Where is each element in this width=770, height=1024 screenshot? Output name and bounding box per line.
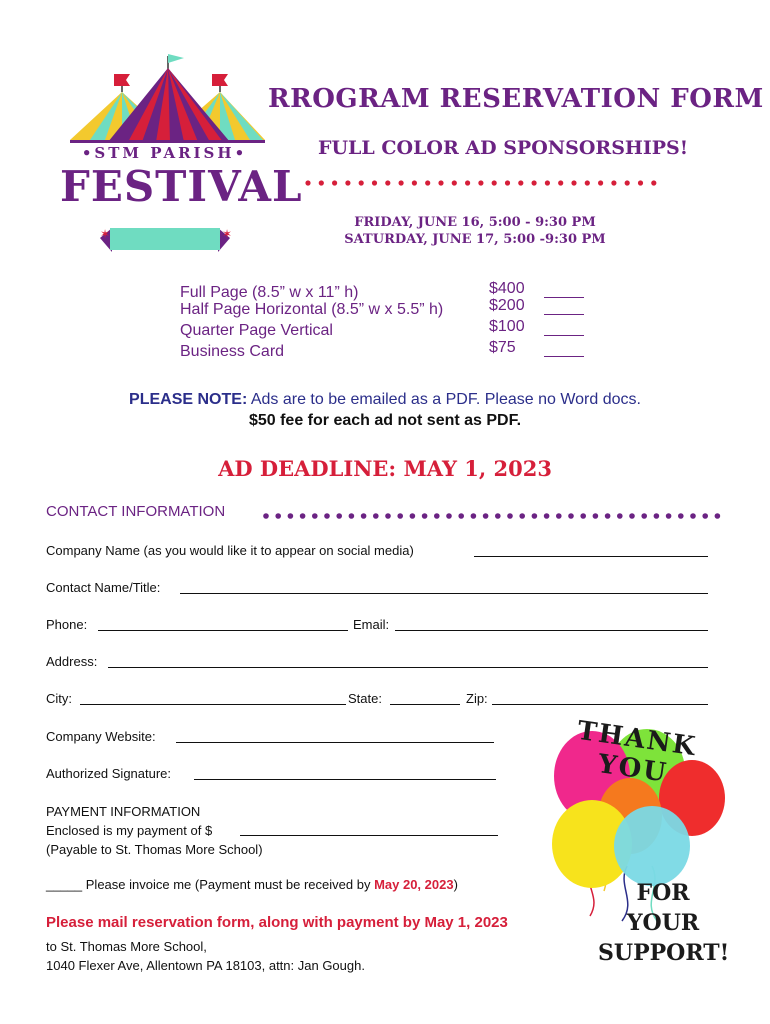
mail-address — [46, 937, 365, 975]
company-name-input[interactable] — [474, 556, 708, 557]
divider-dot — [359, 180, 364, 185]
divider-dot — [666, 513, 672, 519]
divider-dot — [452, 180, 457, 185]
divider-dot — [410, 513, 416, 519]
svg-text:✶: ✶ — [100, 227, 111, 241]
divider-dot — [471, 513, 477, 519]
divider-dot — [385, 180, 390, 185]
pricing-row-half — [180, 299, 600, 320]
divider-dot — [458, 513, 464, 519]
divider-dot — [532, 513, 538, 519]
divider-dot — [532, 180, 537, 185]
divider-dot — [425, 180, 430, 185]
divider-dot — [702, 513, 708, 519]
payment-payable: (Payable to St. Thomas More School) — [46, 842, 263, 857]
divider-dot — [397, 513, 403, 519]
website-label: Company Website: — [46, 729, 156, 744]
divider-dot — [434, 513, 440, 519]
ad-deadline: AD DEADLINE: MAY 1, 2023 — [218, 456, 552, 481]
divider-dot — [324, 513, 330, 519]
divider-dot — [312, 513, 318, 519]
divider-dot — [275, 513, 281, 519]
divider-dot — [385, 513, 391, 519]
company-name-label: Company Name (as you would like it to appear on social media) — [46, 543, 414, 558]
pricing-checkbox-line[interactable] — [544, 320, 584, 336]
divider-dot — [605, 513, 611, 519]
divider-dot — [336, 513, 342, 519]
divider-dot — [617, 513, 623, 519]
city-label: City: — [46, 691, 72, 706]
pricing-row-quarter — [180, 320, 600, 341]
logo-parish-text: •STM PARISH• — [81, 144, 248, 162]
divider-dot — [507, 513, 513, 519]
invoice-text: _____ Please invoice me (Payment must be received by — [46, 877, 375, 892]
payment-amount-input[interactable] — [240, 835, 498, 836]
contact-name-input[interactable] — [180, 593, 708, 594]
red-dot-divider — [304, 176, 664, 190]
pricing-label: Quarter Page Vertical — [180, 322, 333, 339]
pdf-fee-note: $50 fee for each ad not sent as PDF. — [248, 412, 522, 429]
divider-dot — [319, 180, 324, 185]
contact-heading: CONTACT INFORMATION — [46, 503, 226, 520]
divider-dot — [372, 180, 377, 185]
email-input[interactable] — [395, 630, 708, 631]
payment-info — [46, 802, 263, 859]
divider-dot — [422, 513, 428, 519]
divider-dot — [638, 180, 643, 185]
thank-you-text: THANK YOU — [575, 715, 699, 789]
thanks-support: SUPPORT! — [598, 940, 730, 966]
divider-dot — [412, 180, 417, 185]
city-input[interactable] — [80, 704, 346, 705]
pricing-label: Business Card — [180, 343, 285, 360]
divider-dot — [349, 513, 355, 519]
divider-dot — [465, 180, 470, 185]
invoice-date: May 20, 2023 — [374, 877, 454, 892]
divider-dot — [611, 180, 616, 185]
please-note — [40, 391, 730, 409]
email-label: Email: — [353, 617, 390, 632]
date-friday: FRIDAY, JUNE 16, 5:00 - 9:30 PM — [354, 215, 596, 230]
divider-dot — [288, 513, 294, 519]
pricing-checkbox-line[interactable] — [544, 282, 584, 298]
zip-input[interactable] — [492, 704, 708, 705]
mail-address-line1: to St. Thomas More School, — [46, 939, 207, 954]
for-your-support — [598, 878, 728, 968]
payment-heading: PAYMENT INFORMATION — [46, 804, 201, 819]
divider-dot — [332, 180, 337, 185]
address-label: Address: — [46, 654, 98, 669]
divider-dot — [585, 180, 590, 185]
pricing-label: Half Page Horizontal (8.5” w x 5.5” h) — [180, 301, 444, 318]
invoice-option[interactable] — [46, 877, 458, 892]
payment-enclosed — [46, 821, 263, 840]
divider-dot — [558, 180, 563, 185]
note-text: Ads are to be emailed as a PDF. Please no Word docs. — [247, 391, 641, 408]
divider-dot — [654, 513, 660, 519]
divider-dot — [629, 513, 635, 519]
divider-dot — [518, 180, 523, 185]
purple-dot-divider — [262, 509, 727, 523]
invoice-close: ) — [453, 877, 458, 892]
state-label: State: — [348, 691, 382, 706]
zip-label: Zip: — [466, 691, 488, 706]
divider-dot — [446, 513, 452, 519]
pricing-checkbox-line[interactable] — [544, 341, 584, 357]
pricing-price: $75 — [489, 339, 516, 356]
divider-dot — [483, 513, 489, 519]
divider-dot — [399, 180, 404, 185]
divider-dot — [690, 513, 696, 519]
website-input[interactable] — [176, 742, 494, 743]
mail-address-line2: 1040 Flexer Ave, Allentown PA 18103, attn: Jan Gough. — [46, 958, 365, 973]
divider-dot — [593, 513, 599, 519]
note-label: PLEASE NOTE: — [129, 391, 248, 408]
divider-dot — [678, 513, 684, 519]
divider-dot — [492, 180, 497, 185]
contact-name-label: Contact Name/Title: — [46, 580, 161, 595]
divider-dot — [598, 180, 603, 185]
pricing-price: $400 — [489, 280, 525, 297]
pricing-checkbox-line[interactable] — [544, 299, 584, 315]
divider-dot — [373, 513, 379, 519]
pricing-label: Full Page (8.5” w x 11” h) — [180, 284, 359, 301]
signature-label: Authorized Signature: — [46, 766, 172, 781]
divider-dot — [300, 513, 306, 519]
thanks-for: FOR — [636, 880, 690, 906]
divider-dot — [571, 180, 576, 185]
pricing-price: $100 — [489, 318, 525, 335]
ad-pricing-list — [180, 278, 600, 362]
divider-dot — [544, 513, 550, 519]
divider-dot — [361, 513, 367, 519]
divider-dot — [505, 180, 510, 185]
pricing-row-business-card — [180, 341, 600, 362]
logo-festival-text: FESTIVAL — [60, 162, 303, 211]
page-subtitle: FULL COLOR AD SPONSORSHIPS! — [318, 137, 689, 159]
pricing-price: $200 — [489, 297, 525, 314]
festival-logo — [60, 50, 303, 265]
divider-dot — [545, 180, 550, 185]
divider-dot — [580, 513, 586, 519]
mail-instruction: Please mail reservation form, along with payment by May 1, 2023 — [46, 914, 508, 931]
divider-dot — [715, 513, 721, 519]
divider-dot — [641, 513, 647, 519]
state-input[interactable] — [390, 704, 460, 705]
svg-text:✶: ✶ — [222, 227, 233, 241]
divider-dot — [438, 180, 443, 185]
divider-dot — [568, 513, 574, 519]
divider-dot — [345, 180, 350, 185]
phone-label: Phone: — [46, 617, 88, 632]
signature-input[interactable] — [194, 779, 496, 780]
divider-dot — [263, 513, 269, 519]
event-dates — [300, 214, 650, 248]
phone-input[interactable] — [98, 630, 348, 631]
divider-dot — [651, 180, 656, 185]
divider-dot — [556, 513, 562, 519]
divider-dot — [305, 180, 310, 185]
divider-dot — [625, 180, 630, 185]
address-input[interactable] — [108, 667, 708, 668]
date-saturday: SATURDAY, JUNE 17, 5:00 -9:30 PM — [344, 232, 606, 247]
payment-enclosed-label: Enclosed is my payment of $ — [46, 823, 213, 838]
thanks-your: YOUR — [626, 910, 700, 936]
divider-dot — [478, 180, 483, 185]
page-title: RROGRAM RESERVATION FORM — [268, 84, 764, 114]
divider-dot — [495, 513, 501, 519]
divider-dot — [519, 513, 525, 519]
